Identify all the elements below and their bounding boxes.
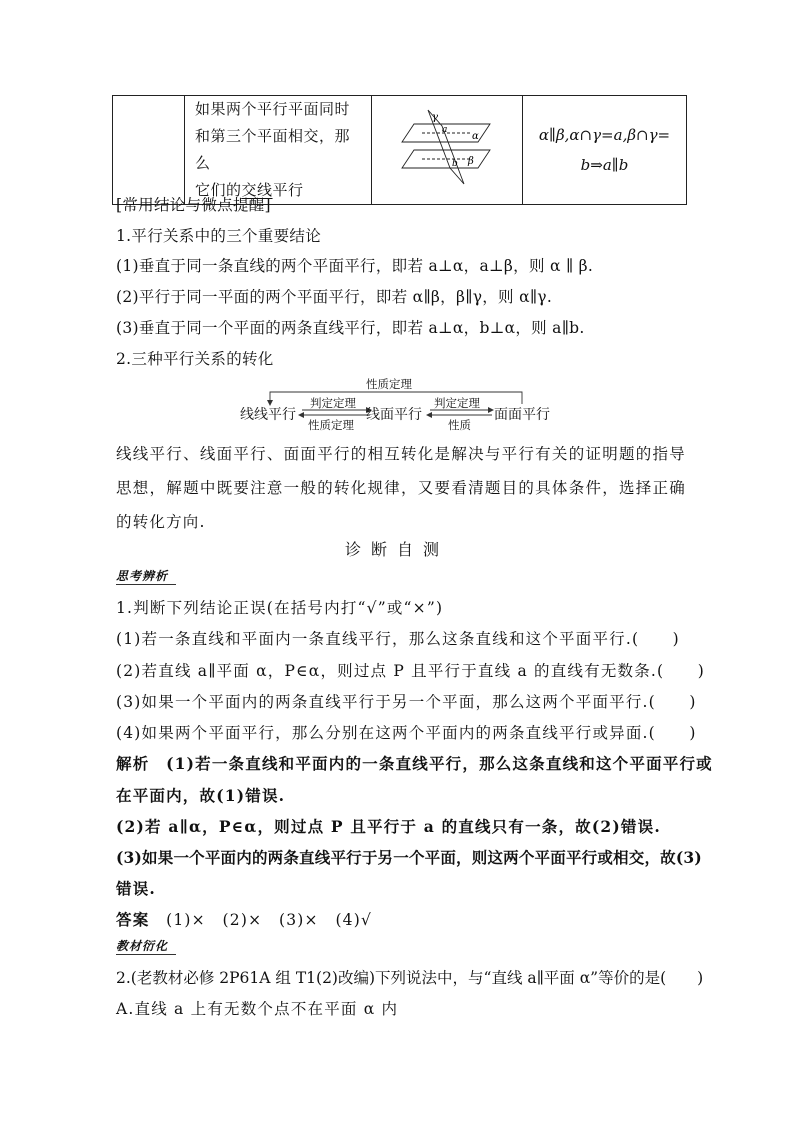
solution-p3b: 错误. (116, 879, 156, 898)
conclusion-3: (3)垂直于同一个平面的两条直线平行，即若 a⊥α，b⊥α，则 a∥b. (116, 319, 585, 337)
return-arrow-path (270, 392, 522, 404)
formula-line-1: α∥β,α∩γ=a,β∩γ= (538, 126, 671, 144)
arrow2-bottom-label: 性质 (448, 418, 471, 432)
tag-thinking: 思考辨析 (116, 569, 169, 583)
theorem-line-2: 和第三个平面相交，那么 (195, 127, 351, 172)
section-title: 诊断自测 (344, 540, 449, 559)
table-row (113, 96, 687, 205)
arrow1-top-label: 判定定理 (310, 396, 356, 410)
theorem-table (112, 95, 687, 205)
label-a: a (442, 125, 448, 135)
node-line-plane: 线面平行 (366, 407, 422, 423)
label-b: b (452, 159, 458, 169)
label-beta: β (468, 156, 474, 167)
answer-label: 答案 (116, 910, 150, 929)
answer-line (116, 908, 372, 930)
solution-p2: (2)若 a∥α，P∈α，则过点 P 且平行于 a 的直线只有一条，故(2)错误. (116, 817, 661, 836)
theorem-line-1: 如果两个平行平面同时 (195, 100, 351, 118)
label-alpha: α (472, 131, 479, 142)
table-cell-theorem (185, 96, 372, 205)
arrow2-top-label: 判定定理 (434, 396, 480, 410)
conclusion-1: (1)垂直于同一条直线的两个平面平行，即若 a⊥α，a⊥β，则 α ∥ β. (116, 257, 594, 275)
conversion-diagram (236, 376, 566, 432)
conclusions-heading: [常用结论与微点提醒] (116, 196, 271, 214)
question2-option-a: A.直线 a 上有无数个点不在平面 α 内 (116, 1000, 399, 1018)
table-cell-empty (113, 96, 185, 205)
arrow1-back-head (298, 412, 304, 418)
arrow2-back-head (426, 412, 432, 418)
item2-title: 2.三种平行关系的转化 (116, 350, 274, 368)
tag-thinking-underline (116, 584, 176, 585)
question2-stem: 2.(老教材必修 2P61A 组 T1(2)改编)下列说法中，与“直线 a∥平面 α”等价的是( ) (116, 969, 704, 987)
question1-statement-4: (4)如果两个平面平行，那么分别在这两个平面内的两条直线平行或异面.( ) (116, 724, 697, 742)
question1-statement-2: (2)若直线 a∥平面 α，P∈α，则过点 P 且平行于直线 a 的直线有无数条.( ) (116, 662, 705, 680)
arrow1-bottom-label: 性质定理 (308, 418, 354, 432)
theorem-line-3-text: 它们的 (195, 181, 242, 199)
table-cell-formula (523, 96, 687, 205)
parallel-planes-figure (372, 102, 522, 194)
item1-title: 1.平行关系中的三个重要结论 (116, 227, 321, 245)
label-gamma: γ (432, 112, 438, 123)
plane-beta-shape (402, 150, 490, 168)
solution-line-1 (116, 752, 713, 774)
solution-p1b: 在平面内，故(1)错误. (116, 786, 286, 805)
solution-p1a: (1)若一条直线和平面内的一条直线平行，那么这条直线和这个平面平行或 (166, 754, 713, 773)
question1-stem: 1.判断下列结论正误(在括号内打“√”或“×”) (116, 599, 444, 617)
tag-textbook-underline (116, 954, 176, 955)
formula-line-2: b⇒a∥b (580, 156, 629, 174)
node-line-line: 线线平行 (240, 407, 296, 423)
node-plane-plane: 面面平行 (494, 407, 550, 423)
theorem-underlined-term: 交线 (241, 181, 273, 199)
solution-p3a: (3)如果一个平面内的两条直线平行于另一个平面，则这两个平面平行或相交，故(3) (116, 848, 702, 867)
question1-statement-3: (3)如果一个平面内的两条直线平行于另一个平面，那么这两个平面平行.( ) (116, 693, 697, 711)
conclusion-2: (2)平行于同一平面的两个平面平行，即若 α∥β，β∥γ，则 α∥γ. (116, 288, 553, 306)
conversion-paragraph: 线线平行、线面平行、面面平行的相互转化是解决与平行有关的证明题的指导思想，解题中既要注意一般的转化规律，又要看清题目的具体条件，选择正确的转化方向. (116, 445, 686, 531)
tag-textbook: 教材衍化 (116, 939, 169, 953)
answer-text: (1)× (2)× (3)× (4)√ (166, 911, 373, 929)
question1-statement-1: (1)若一条直线和平面内一条直线平行，那么这条直线和这个平面平行.( ) (116, 630, 680, 648)
table-cell-figure (372, 96, 523, 205)
theorem-line-3-end: 平行 (272, 181, 304, 199)
solution-label: 解析 (116, 754, 150, 773)
diagram-top-label: 性质定理 (366, 377, 412, 391)
